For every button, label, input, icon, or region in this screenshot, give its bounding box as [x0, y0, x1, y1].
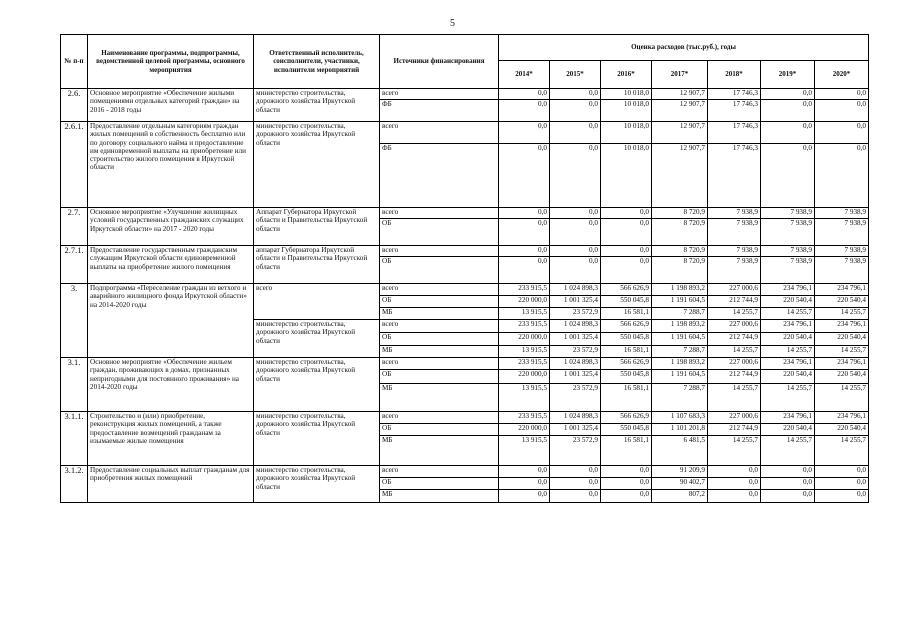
funding-source: МБ	[380, 308, 499, 320]
amount-cell: 1 001 325,4	[550, 333, 601, 346]
amount-cell: 227 000,6	[708, 320, 761, 333]
amount-cell: 0,0	[601, 257, 652, 284]
amount-cell: 7 938,9	[761, 257, 815, 284]
executor-cell: аппарат Губернатора Иркутской области и Правительства Иркутской области	[254, 246, 380, 284]
amount-cell: 212 744,9	[708, 424, 761, 436]
header-year: 2018*	[708, 61, 761, 89]
funding-source: всего	[380, 466, 499, 478]
amount-cell: 7 288,7	[652, 384, 708, 412]
header-year: 2014*	[499, 61, 550, 89]
amount-cell: 14 255,7	[815, 436, 869, 466]
amount-cell: 0,0	[761, 122, 815, 144]
funding-source: всего	[380, 284, 499, 296]
executor-cell: всего	[254, 284, 380, 320]
amount-cell: 0,0	[708, 490, 761, 503]
amount-cell: 12 907,7	[652, 122, 708, 144]
amount-cell: 1 024 898,3	[550, 412, 601, 424]
amount-cell: 220 000,0	[499, 370, 550, 384]
amount-cell: 220 540,4	[815, 296, 869, 308]
amount-cell: 1 107 683,3	[652, 412, 708, 424]
funding-source: всего	[380, 358, 499, 370]
amount-cell: 0,0	[499, 122, 550, 144]
amount-cell: 14 255,7	[761, 308, 815, 320]
amount-cell: 212 744,9	[708, 370, 761, 384]
amount-cell: 7 288,7	[652, 308, 708, 320]
amount-cell: 1 024 898,3	[550, 358, 601, 370]
amount-cell: 23 572,9	[550, 308, 601, 320]
amount-cell: 0,0	[815, 478, 869, 490]
amount-cell: 0,0	[815, 89, 869, 100]
amount-cell: 220 540,4	[815, 370, 869, 384]
amount-cell: 0,0	[601, 246, 652, 257]
amount-cell: 7 938,9	[815, 246, 869, 257]
amount-cell: 6 481,5	[652, 436, 708, 466]
amount-cell: 8 720,9	[652, 257, 708, 284]
amount-cell: 14 255,7	[761, 346, 815, 358]
amount-cell: 0,0	[761, 89, 815, 100]
amount-cell: 566 626,9	[601, 412, 652, 424]
amount-cell: 566 626,9	[601, 358, 652, 370]
amount-cell: 14 255,7	[815, 346, 869, 358]
amount-cell: 16 581,1	[601, 384, 652, 412]
funding-source: МБ	[380, 436, 499, 466]
program-name: Основное мероприятие «Обеспечение жилыми помещениями отдельных категорий граждан» на 2016 - 2018 годы	[88, 89, 254, 122]
amount-cell: 233 915,5	[499, 284, 550, 296]
funding-source: всего	[380, 320, 499, 333]
amount-cell: 13 915,5	[499, 436, 550, 466]
amount-cell: 1 198 893,2	[652, 358, 708, 370]
table-row	[61, 466, 869, 478]
amount-cell: 212 744,9	[708, 296, 761, 308]
amount-cell: 12 907,7	[652, 100, 708, 122]
amount-cell: 14 255,7	[708, 308, 761, 320]
amount-cell: 0,0	[761, 144, 815, 208]
funding-source: МБ	[380, 384, 499, 412]
amount-cell: 0,0	[601, 490, 652, 503]
amount-cell: 0,0	[550, 246, 601, 257]
amount-cell: 212 744,9	[708, 333, 761, 346]
row-number: 2.7.	[61, 208, 88, 246]
funding-source: всего	[380, 412, 499, 424]
amount-cell: 0,0	[499, 219, 550, 246]
header-no: № п-п	[61, 35, 88, 89]
amount-cell: 16 581,1	[601, 308, 652, 320]
amount-cell: 7 938,9	[761, 219, 815, 246]
amount-cell: 233 915,5	[499, 358, 550, 370]
amount-cell: 17 746,3	[708, 100, 761, 122]
amount-cell: 0,0	[499, 208, 550, 219]
program-name: Строительство и (или) приобретение, реконструкция жилых помещений, а также предоставление возмещений гражданам за изымаемые жилые помещения	[88, 412, 254, 466]
amount-cell: 0,0	[815, 466, 869, 478]
amount-cell: 12 907,7	[652, 89, 708, 100]
amount-cell: 234 796,1	[761, 412, 815, 424]
amount-cell: 14 255,7	[761, 436, 815, 466]
table-row	[61, 89, 869, 100]
amount-cell: 0,0	[815, 490, 869, 503]
amount-cell: 14 255,7	[708, 384, 761, 412]
amount-cell: 7 938,9	[708, 208, 761, 219]
funding-source: ОБ	[380, 424, 499, 436]
amount-cell: 566 626,9	[601, 320, 652, 333]
funding-source: ОБ	[380, 370, 499, 384]
amount-cell: 0,0	[761, 100, 815, 122]
funding-source: всего	[380, 89, 499, 100]
amount-cell: 1 001 325,4	[550, 370, 601, 384]
amount-cell: 0,0	[499, 100, 550, 122]
amount-cell: 0,0	[550, 100, 601, 122]
amount-cell: 0,0	[550, 208, 601, 219]
amount-cell: 91 209,9	[652, 466, 708, 478]
program-name: Основное мероприятие «Обеспечение жильем граждан, проживающих в домах, признанных непригодными для постоянного проживания» на 2014-2020 годы	[88, 358, 254, 412]
funding-source: ОБ	[380, 478, 499, 490]
amount-cell: 1 198 893,2	[652, 284, 708, 296]
amount-cell: 550 045,8	[601, 296, 652, 308]
amount-cell: 10 018,0	[601, 122, 652, 144]
funding-source: ФБ	[380, 144, 499, 208]
amount-cell: 7 938,9	[761, 208, 815, 219]
amount-cell: 0,0	[601, 219, 652, 246]
funding-source: всего	[380, 122, 499, 144]
amount-cell: 220 000,0	[499, 296, 550, 308]
amount-cell: 566 626,9	[601, 284, 652, 296]
amount-cell: 0,0	[499, 144, 550, 208]
amount-cell: 7 938,9	[815, 219, 869, 246]
amount-cell: 234 796,1	[815, 320, 869, 333]
executor-cell: министерство строительства, дорожного хозяйства Иркутской области	[254, 412, 380, 466]
amount-cell: 7 938,9	[761, 246, 815, 257]
amount-cell: 550 045,8	[601, 424, 652, 436]
amount-cell: 220 000,0	[499, 333, 550, 346]
executor-cell: министерство строительства, дорожного хозяйства Иркутской области	[254, 466, 380, 503]
amount-cell: 0,0	[550, 257, 601, 284]
amount-cell: 234 796,1	[761, 320, 815, 333]
amount-cell: 220 540,4	[761, 296, 815, 308]
amount-cell: 0,0	[601, 208, 652, 219]
amount-cell: 234 796,1	[761, 284, 815, 296]
amount-cell: 234 796,1	[815, 284, 869, 296]
amount-cell: 7 938,9	[708, 219, 761, 246]
row-number: 3.	[61, 284, 88, 358]
amount-cell: 10 018,0	[601, 144, 652, 208]
table-row	[61, 284, 869, 296]
amount-cell: 12 907,7	[652, 144, 708, 208]
amount-cell: 13 915,5	[499, 346, 550, 358]
table-row	[61, 122, 869, 144]
amount-cell: 220 540,4	[815, 333, 869, 346]
amount-cell: 7 938,9	[708, 257, 761, 284]
program-name: Подпрограмма «Переселение граждан из ветхого и аварийного жилищного фонда Иркутской области» на 2014-2020 годы	[88, 284, 254, 358]
amount-cell: 23 572,9	[550, 346, 601, 358]
amount-cell: 0,0	[550, 478, 601, 490]
amount-cell: 13 915,5	[499, 384, 550, 412]
amount-cell: 220 540,4	[761, 424, 815, 436]
amount-cell: 14 255,7	[815, 308, 869, 320]
amount-cell: 8 720,9	[652, 208, 708, 219]
amount-cell: 16 581,1	[601, 346, 652, 358]
amount-cell: 1 191 604,5	[652, 296, 708, 308]
amount-cell: 0,0	[499, 466, 550, 478]
amount-cell: 0,0	[499, 257, 550, 284]
amount-cell: 234 796,1	[815, 358, 869, 370]
funding-source: всего	[380, 208, 499, 219]
header-estimate: Оценка расходов (тыс.руб.), годы	[499, 35, 869, 61]
amount-cell: 7 288,7	[652, 346, 708, 358]
table-body	[61, 89, 869, 503]
amount-cell: 23 572,9	[550, 384, 601, 412]
amount-cell: 17 746,3	[708, 122, 761, 144]
executor-cell: министерство строительства, дорожного хозяйства Иркутской области	[254, 358, 380, 412]
amount-cell: 10 018,0	[601, 100, 652, 122]
funding-source: ОБ	[380, 257, 499, 284]
amount-cell: 227 000,6	[708, 412, 761, 424]
amount-cell: 0,0	[499, 246, 550, 257]
header-name: Наименование программы, подпрограммы, ведомственной целевой программы, основного мероприятия	[88, 35, 254, 89]
funding-source: всего	[380, 246, 499, 257]
amount-cell: 0,0	[815, 122, 869, 144]
amount-cell: 14 255,7	[815, 384, 869, 412]
amount-cell: 14 255,7	[708, 436, 761, 466]
amount-cell: 227 000,6	[708, 284, 761, 296]
amount-cell: 234 796,1	[815, 412, 869, 424]
row-number: 3.1.	[61, 358, 88, 412]
header-year: 2016*	[601, 61, 652, 89]
amount-cell: 1 001 325,4	[550, 296, 601, 308]
amount-cell: 0,0	[761, 478, 815, 490]
amount-cell: 0,0	[499, 89, 550, 100]
amount-cell: 550 045,8	[601, 333, 652, 346]
amount-cell: 0,0	[601, 466, 652, 478]
amount-cell: 7 938,9	[815, 257, 869, 284]
funding-source: ФБ	[380, 100, 499, 122]
amount-cell: 8 720,9	[652, 246, 708, 257]
amount-cell: 807,2	[652, 490, 708, 503]
funding-source: МБ	[380, 346, 499, 358]
program-name: Предоставление отдельным категориям граждан жилых помещений в собственность бесплатно или по договору социального найма и предоставление им единовременной выплаты на приобретение или строительство жилого помещения в Иркутской области	[88, 122, 254, 208]
amount-cell: 220 000,0	[499, 424, 550, 436]
amount-cell: 14 255,7	[708, 346, 761, 358]
amount-cell: 0,0	[550, 219, 601, 246]
table-row	[61, 358, 869, 370]
executor-cell: Аппарат Губернатора Иркутской области и Правительства Иркутской области	[254, 208, 380, 246]
header-executor: Ответственный исполнитель, соисполнители, участники, исполнители мероприятий	[254, 35, 380, 89]
amount-cell: 1 024 898,3	[550, 284, 601, 296]
amount-cell: 1 191 604,5	[652, 333, 708, 346]
amount-cell: 0,0	[761, 466, 815, 478]
amount-cell: 233 915,5	[499, 320, 550, 333]
executor-cell: министерство строительства, дорожного хозяйства Иркутской области	[254, 89, 380, 122]
executor-cell: министерство строительства, дорожного хозяйства Иркутской области	[254, 122, 380, 208]
amount-cell: 220 540,4	[815, 424, 869, 436]
amount-cell: 16 581,1	[601, 436, 652, 466]
row-number: 2.7.1.	[61, 246, 88, 284]
amount-cell: 227 000,6	[708, 358, 761, 370]
amount-cell: 23 572,9	[550, 436, 601, 466]
amount-cell: 1 198 893,2	[652, 320, 708, 333]
funding-source: ОБ	[380, 296, 499, 308]
row-number: 3.1.1.	[61, 412, 88, 466]
amount-cell: 0,0	[601, 478, 652, 490]
funding-source: ОБ	[380, 219, 499, 246]
amount-cell: 220 540,4	[761, 370, 815, 384]
amount-cell: 0,0	[550, 490, 601, 503]
amount-cell: 220 540,4	[761, 333, 815, 346]
row-number: 2.6.	[61, 89, 88, 122]
amount-cell: 8 720,9	[652, 219, 708, 246]
amount-cell: 0,0	[815, 100, 869, 122]
amount-cell: 1 024 898,3	[550, 320, 601, 333]
amount-cell: 17 746,3	[708, 89, 761, 100]
amount-cell: 234 796,1	[761, 358, 815, 370]
header-year: 2019*	[761, 61, 815, 89]
amount-cell: 10 018,0	[601, 89, 652, 100]
amount-cell: 0,0	[815, 144, 869, 208]
amount-cell: 1 001 325,4	[550, 424, 601, 436]
amount-cell: 0,0	[550, 122, 601, 144]
table-row	[61, 246, 869, 257]
amount-cell: 90 402,7	[652, 478, 708, 490]
executor-cell: министерство строительства, дорожного хозяйства Иркутской области	[254, 320, 380, 358]
table-row	[61, 412, 869, 424]
program-name: Основное мероприятие «Улучшение жилищных условий государственных гражданских служащих Иркутской области» на 2017 - 2020 годы	[88, 208, 254, 246]
row-number: 2.6.1.	[61, 122, 88, 208]
page-number: 5	[450, 18, 455, 29]
amount-cell: 7 938,9	[708, 246, 761, 257]
program-name: Предоставление социальных выплат гражданам для приобретения жилых помещений	[88, 466, 254, 503]
header-year: 2020*	[815, 61, 869, 89]
budget-table	[60, 34, 869, 503]
amount-cell: 14 255,7	[761, 384, 815, 412]
funding-source: ОБ	[380, 333, 499, 346]
header-year: 2015*	[550, 61, 601, 89]
amount-cell: 0,0	[499, 490, 550, 503]
amount-cell: 0,0	[708, 478, 761, 490]
amount-cell: 0,0	[550, 144, 601, 208]
funding-source: МБ	[380, 490, 499, 503]
amount-cell: 0,0	[550, 466, 601, 478]
amount-cell: 0,0	[708, 466, 761, 478]
amount-cell: 13 915,5	[499, 308, 550, 320]
amount-cell: 550 045,8	[601, 370, 652, 384]
amount-cell: 17 746,3	[708, 144, 761, 208]
amount-cell: 0,0	[499, 478, 550, 490]
amount-cell: 0,0	[761, 490, 815, 503]
amount-cell: 1 101 201,8	[652, 424, 708, 436]
amount-cell: 0,0	[550, 89, 601, 100]
amount-cell: 233 915,5	[499, 412, 550, 424]
table-row	[61, 208, 869, 219]
header-source: Источники финансирования	[380, 35, 499, 89]
row-number: 3.1.2.	[61, 466, 88, 503]
header-year: 2017*	[652, 61, 708, 89]
program-name: Предоставление государственным гражданским служащим Иркутской области единовременной выплаты на приобретение жилого помещения	[88, 246, 254, 284]
amount-cell: 1 191 604,5	[652, 370, 708, 384]
amount-cell: 7 938,9	[815, 208, 869, 219]
